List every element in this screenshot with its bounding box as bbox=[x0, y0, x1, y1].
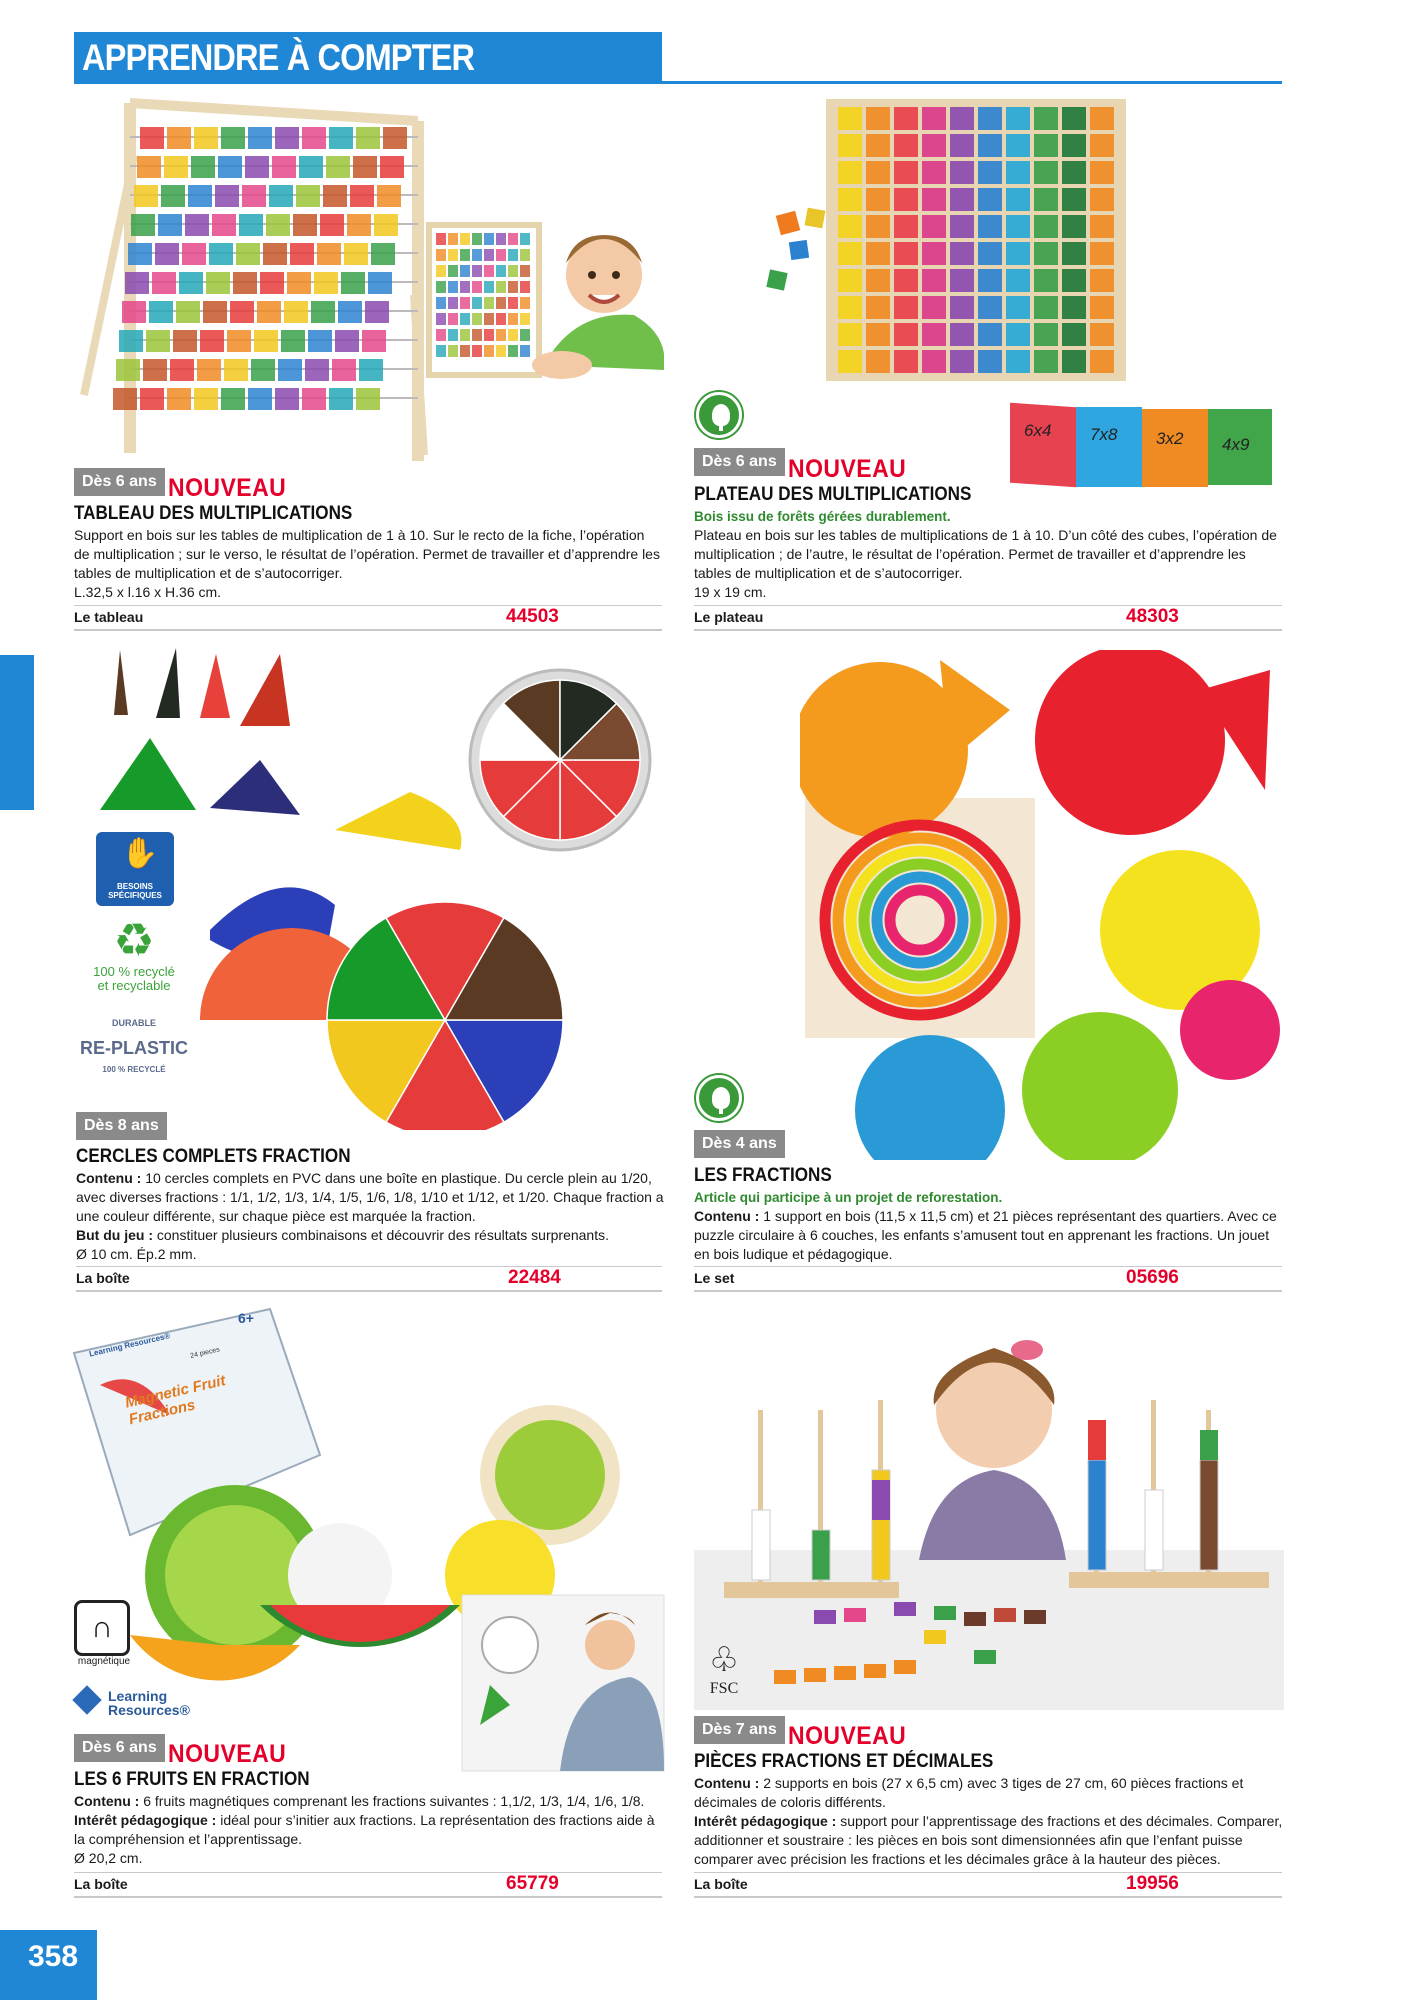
interest-label: Intérêt pédagogique : bbox=[694, 1813, 837, 1829]
interest-text: support pour l’apprentissage des fractions et des décimales. Comparer, additionner et soustraire : les pièces en bois sont dimensionnées afin que l’enfant puisse comparer avec précision les fractions et les décimales grâce à la hauteur des pièces. bbox=[694, 1813, 1283, 1867]
recycle-label: 100 % recyclé et recyclable bbox=[93, 964, 175, 993]
product-reference: 65779 bbox=[506, 1873, 559, 1894]
fsc-label: FSC bbox=[709, 1680, 739, 1697]
re-plastic-logo bbox=[74, 1018, 194, 1098]
cube bbox=[1010, 403, 1076, 488]
brand-label: Learning Resources® bbox=[108, 1688, 190, 1718]
description-text: Plateau en bois sur les tables de multiplications de 1 à 10. D’un côté des cubes, l’opération de multiplication ; de l’autre, le résultat de l’opération. Permet de travailler et d’apprendre les tables de multiplication et de s’autocorriger. bbox=[694, 527, 1277, 581]
cube-label: 4x9 bbox=[1222, 435, 1250, 454]
content-label: Contenu : bbox=[694, 1775, 760, 1791]
unit-label: Le set bbox=[694, 1270, 735, 1286]
magnet-label: magnétique bbox=[77, 1656, 131, 1667]
learning-resources-logo bbox=[74, 1685, 204, 1719]
recycle-icon: ♻ bbox=[113, 914, 155, 966]
product-description bbox=[694, 526, 1284, 602]
age-badge: Dès 6 ans bbox=[694, 448, 785, 476]
price-row bbox=[74, 605, 662, 631]
product-description bbox=[74, 526, 662, 602]
product-description bbox=[694, 1774, 1284, 1869]
product-title: PLATEAU DES MULTIPLICATIONS bbox=[694, 484, 972, 505]
new-badge: NOUVEAU bbox=[788, 1722, 907, 1750]
header-rule bbox=[74, 81, 1282, 84]
product-title: LES FRACTIONS bbox=[694, 1165, 832, 1186]
section-side-tab bbox=[0, 655, 34, 810]
age-badge: Dès 7 ans bbox=[694, 1716, 785, 1744]
product-photo-fraction-decimals bbox=[694, 1310, 1284, 1710]
price-row bbox=[694, 1266, 1282, 1292]
magnet-icon: ∩ bbox=[74, 1600, 130, 1656]
re-plastic-label: RE-PLASTIC bbox=[80, 1038, 188, 1058]
content-text: 2 supports en bois (27 x 6,5 cm) avec 3 tiges de 27 cm, 60 pièces fractions et décimales de coloris différents. bbox=[694, 1775, 1244, 1810]
interest-label: Intérêt pédagogique : bbox=[74, 1812, 217, 1828]
price-row bbox=[76, 1266, 662, 1292]
tree-icon: ♧ bbox=[708, 1641, 740, 1679]
eco-forest-icon bbox=[696, 1075, 742, 1121]
eco-note: Article qui participe à un projet de reforestation. bbox=[694, 1190, 1003, 1205]
age-badge: Dès 4 ans bbox=[694, 1130, 785, 1158]
box-count: 24 pieces bbox=[189, 1346, 221, 1360]
age-badge: Dès 8 ans bbox=[76, 1112, 167, 1140]
new-badge: NOUVEAU bbox=[788, 455, 907, 483]
product-reference: 05696 bbox=[1126, 1267, 1179, 1288]
interest-text: idéal pour s’initier aux fractions. La représentation des fractions aide à la compréhension et l’apprentissage. bbox=[74, 1812, 655, 1847]
cube-label: 7x8 bbox=[1090, 425, 1118, 444]
new-badge: NOUVEAU bbox=[168, 474, 287, 502]
content-label: Contenu : bbox=[694, 1208, 760, 1224]
price-row bbox=[694, 1872, 1282, 1898]
cubes-closeup bbox=[1010, 405, 1280, 487]
unit-label: La boîte bbox=[694, 1876, 748, 1892]
fsc-logo bbox=[694, 1640, 754, 1706]
box-age: 6+ bbox=[238, 1310, 254, 1326]
content-text: 1 support en bois (11,5 x 11,5 cm) et 21 pièces représentant des quartiers. Avec ce puzzle circulaire à 6 couches, les enfants s’amusent tout en apprenant les fractions. Un jouet en bois ludique et pédagogique. bbox=[694, 1208, 1277, 1262]
product-description bbox=[76, 1169, 664, 1264]
dimensions: Ø 10 cm. Ép.2 mm. bbox=[76, 1246, 197, 1262]
page-number: 358 bbox=[28, 1940, 79, 1973]
unit-label: La boîte bbox=[76, 1270, 130, 1286]
product-photo-abacus bbox=[74, 95, 664, 465]
content-label: Contenu : bbox=[76, 1170, 142, 1186]
content-label: Contenu : bbox=[74, 1793, 140, 1809]
price-row bbox=[694, 605, 1282, 631]
brand-small: Learning Resources® bbox=[88, 1331, 172, 1359]
cube-label: 6x4 bbox=[1024, 421, 1052, 440]
product-reference: 22484 bbox=[508, 1267, 561, 1288]
age-badge: Dès 6 ans bbox=[74, 1734, 165, 1762]
unit-label: La boîte bbox=[74, 1876, 128, 1892]
new-badge: NOUVEAU bbox=[168, 1740, 287, 1768]
age-badge: Dès 6 ans bbox=[74, 468, 165, 496]
product-reference: 44503 bbox=[506, 606, 559, 627]
eco-forest-icon bbox=[696, 392, 742, 438]
product-reference: 48303 bbox=[1126, 606, 1179, 627]
product-title: TABLEAU DES MULTIPLICATIONS bbox=[74, 503, 353, 524]
dimensions: 19 x 19 cm. bbox=[694, 584, 767, 600]
recycled-label: 100 % RECYCLÉ bbox=[102, 1065, 166, 1074]
besoins-specifiques-logo bbox=[96, 832, 174, 906]
product-description bbox=[694, 1207, 1284, 1264]
dimensions: L.32,5 x l.16 x H.36 cm. bbox=[74, 584, 222, 600]
product-title: CERCLES COMPLETS FRACTION bbox=[76, 1146, 351, 1167]
durable-label: DURABLE bbox=[112, 1018, 156, 1028]
unit-label: Le tableau bbox=[74, 609, 144, 625]
description-text: Support en bois sur les tables de multiplication de 1 à 10. Sur le recto de la fiche, l’opération de multiplication ; sur le verso, le résultat de l’opération. Permet de travailler et d’apprendre les tables de multiplication et de s’autocorriger. bbox=[74, 527, 660, 581]
dimensions: Ø 20,2 cm. bbox=[74, 1850, 143, 1866]
product-title: LES 6 FRUITS EN FRACTION bbox=[74, 1769, 310, 1790]
price-row bbox=[74, 1872, 662, 1898]
cube-logo-icon bbox=[72, 1685, 101, 1714]
goal-label: But du jeu : bbox=[76, 1227, 153, 1243]
box-title: Magnetic Fruit Fractions bbox=[123, 1372, 228, 1429]
page-title: APPRENDRE À COMPTER bbox=[82, 37, 475, 78]
content-text: 10 cercles complets en PVC dans une boîte en plastique. Du cercle plein au 1/20, avec diverses fractions : 1/1, 1/2, 1/3, 1/4, 1/5, 1/6, 1/8, 1/10 et 1/12, et 1/20. Chaque fraction a une couleur différente, sur chaque pièce est marquée la fraction. bbox=[76, 1170, 664, 1224]
content-text: 6 fruits magnétiques comprenant les fractions suivantes : 1,1/2, 1/3, 1/4, 1/6, 1/8. bbox=[139, 1793, 645, 1809]
cube bbox=[1076, 407, 1142, 487]
cube-label: 3x2 bbox=[1156, 429, 1184, 448]
hand-icon: ✋ bbox=[121, 837, 159, 870]
besoins-label: BESOINS SPÉCIFIQUES bbox=[108, 882, 162, 900]
recycle-logo bbox=[88, 915, 180, 1013]
product-title: PIÈCES FRACTIONS ET DÉCIMALES bbox=[694, 1751, 994, 1772]
product-photo-rainbow-fractions bbox=[800, 650, 1280, 1160]
product-reference: 19956 bbox=[1126, 1873, 1179, 1894]
product-description bbox=[74, 1792, 664, 1868]
goal-text: constituer plusieurs combinaisons et découvrir des résultats surprenants. bbox=[153, 1227, 609, 1243]
magnet-logo bbox=[74, 1600, 134, 1672]
eco-note: Bois issu de forêts gérées durablement. bbox=[694, 509, 951, 524]
unit-label: Le plateau bbox=[694, 609, 764, 625]
